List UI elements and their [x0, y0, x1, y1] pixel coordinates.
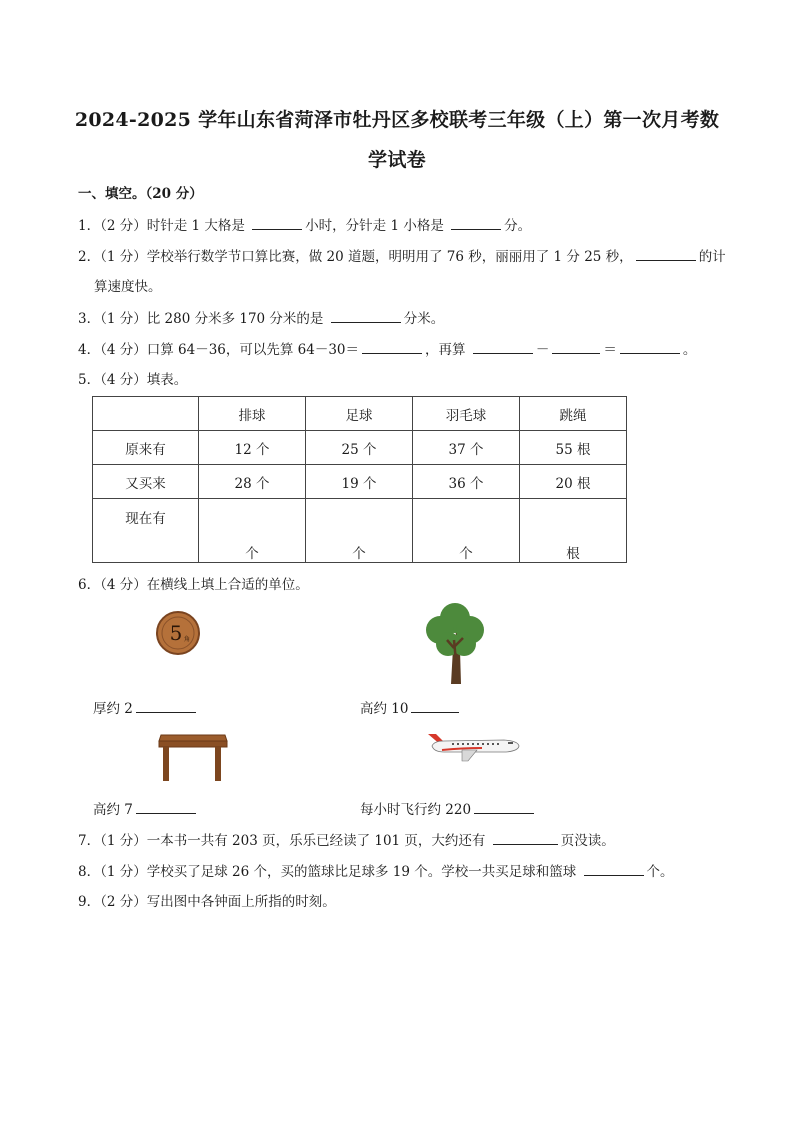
table-header-cell: 足球 — [306, 397, 413, 431]
section-heading: 一、填空。（20 分） — [78, 186, 203, 202]
q4-text-c: － — [535, 342, 550, 358]
table-answer-cell[interactable]: 个 — [199, 499, 306, 563]
desk-image — [157, 731, 229, 783]
q8-text-a: 8．（1 分）学校买了足球 26 个，买的篮球比足球多 19 个。学校一共买足球和篮球 — [78, 864, 581, 880]
q1-blank-1[interactable] — [252, 215, 302, 230]
question-4 — [78, 339, 696, 360]
airplane-wing — [462, 750, 477, 761]
table-cell: 28 个 — [199, 465, 306, 499]
unit-item-desk — [93, 798, 199, 818]
q3-text-a: 3．（1 分）比 280 分米多 170 分米的是 — [78, 311, 328, 327]
table-header-cell: 跳绳 — [520, 397, 627, 431]
desk-leg — [215, 747, 221, 781]
unit-item-tree — [360, 697, 462, 717]
coin-image — [155, 610, 201, 656]
question-6: 6．（4 分）在横线上填上合适的单位。 — [78, 577, 309, 593]
desk-apron — [159, 741, 227, 747]
table-answer-cell[interactable]: 个 — [413, 499, 520, 563]
unit-blank[interactable] — [474, 799, 534, 814]
q2-text-b: 的计 — [698, 249, 726, 265]
unit-item-coin — [93, 697, 199, 717]
table-cell: 现在有 — [93, 499, 199, 563]
question-2 — [78, 246, 726, 267]
q2-blank-1[interactable] — [636, 246, 696, 261]
tree-image — [420, 600, 490, 686]
question-8 — [78, 861, 674, 882]
table-answer-cell[interactable]: 根 — [520, 499, 627, 563]
q4-blank-3[interactable] — [552, 339, 600, 354]
q4-text-d: ＝ — [603, 342, 617, 358]
question-9: 9．（2 分）写出图中各钟面上所指的时刻。 — [78, 894, 336, 910]
q3-blank-1[interactable] — [331, 308, 401, 323]
q7-text-a: 7．（1 分）一本书一共有 203 页，乐乐已经读了 101 页，大约还有 — [78, 833, 490, 849]
q7-text-b: 页没读。 — [560, 833, 615, 849]
table-cell: 37 个 — [413, 431, 520, 465]
table-cell: 原来有 — [93, 431, 199, 465]
unit-item-label: 厚约 2 — [93, 701, 133, 717]
unit-blank[interactable] — [136, 799, 196, 814]
table-cell: 25 个 — [306, 431, 413, 465]
q3-text-b: 分米。 — [403, 311, 445, 327]
table-answer-cell[interactable]: 个 — [306, 499, 413, 563]
airplane-image — [422, 728, 522, 764]
q8-text-b: 个。 — [646, 864, 674, 880]
unit-blank[interactable] — [411, 698, 459, 713]
q1-text-c: 分。 — [504, 218, 532, 234]
table-cell: 20 根 — [520, 465, 627, 499]
table-header-cell — [93, 397, 199, 431]
table-row — [93, 465, 627, 499]
q1-blank-2[interactable] — [451, 215, 501, 230]
question-7 — [78, 830, 615, 851]
table-header-cell: 排球 — [199, 397, 306, 431]
table-cell: 36 个 — [413, 465, 520, 499]
coin-number: 5 — [169, 621, 183, 645]
q2-text-a: 2．（1 分）学校举行数学节口算比赛，做 20 道题，明明用了 76 秒，丽丽用了 1 分 25 秒， — [78, 249, 633, 265]
q4-text-e: 。 — [682, 342, 697, 358]
table-row — [93, 499, 627, 563]
table-cell: 12 个 — [199, 431, 306, 465]
table-header-row — [93, 397, 627, 431]
unit-item-label: 每小时飞行约 220 — [360, 802, 472, 818]
question-3 — [78, 308, 444, 329]
q4-text-a: 4．（4 分）口算 64－36，可以先算 64－30＝ — [78, 342, 360, 358]
q1-text-b: 小时，分针走 1 小格是 — [305, 218, 449, 234]
q8-blank-1[interactable] — [584, 861, 644, 876]
desk-top — [159, 735, 227, 741]
unit-item-airplane — [360, 798, 537, 818]
desk-leg — [163, 747, 169, 781]
table-row — [93, 431, 627, 465]
table-header-cell: 羽毛球 — [413, 397, 520, 431]
q7-blank-1[interactable] — [493, 830, 558, 845]
table-cell: 19 个 — [306, 465, 413, 499]
q4-blank-2[interactable] — [473, 339, 533, 354]
page-title-line1: 2024-2025 学年山东省菏泽市牡丹区多校联考三年级（上）第一次月考数 — [74, 109, 720, 131]
unit-item-label: 高约 10 — [360, 701, 409, 717]
question-2-cont: 算速度快。 — [94, 279, 162, 295]
unit-blank[interactable] — [136, 698, 196, 713]
page-title-line2: 学试卷 — [368, 149, 426, 171]
q4-text-b: ，再算 — [425, 342, 470, 358]
unit-item-label: 高约 7 — [93, 802, 133, 818]
question-1 — [78, 215, 531, 236]
q4-blank-1[interactable] — [362, 339, 422, 354]
q1-text-a: 1．（2 分）时针走 1 大格是 — [78, 218, 250, 234]
fill-table — [92, 396, 627, 563]
q4-blank-4[interactable] — [620, 339, 680, 354]
table-cell: 55 根 — [520, 431, 627, 465]
coin-unit: 角 — [183, 636, 191, 643]
question-5: 5．（4 分）填表。 — [78, 372, 188, 388]
table-cell: 又买来 — [93, 465, 199, 499]
